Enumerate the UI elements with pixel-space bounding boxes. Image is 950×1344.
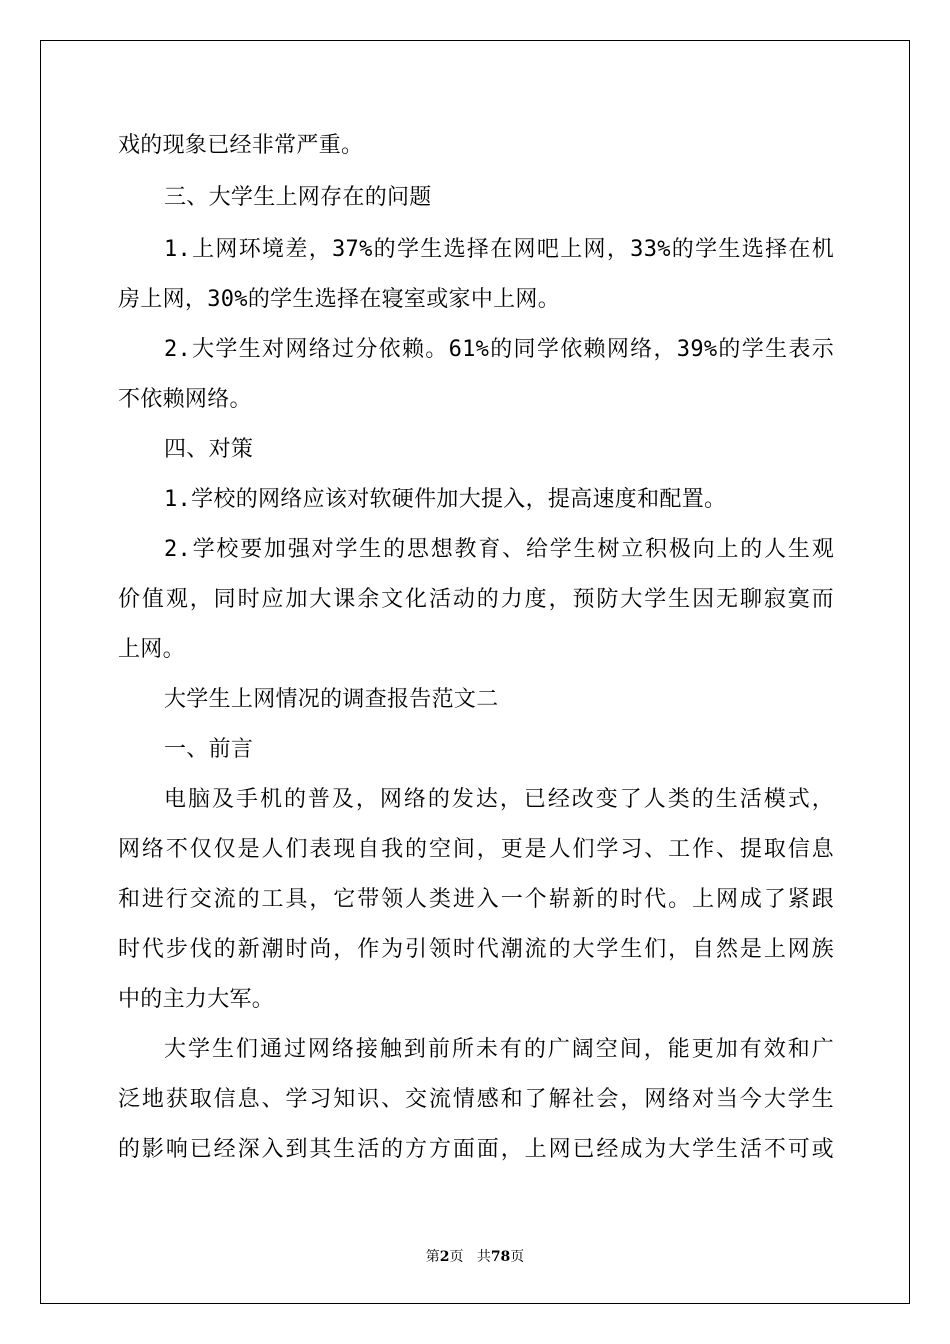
page-footer bbox=[0, 1247, 950, 1267]
text-line-11: 上网。 bbox=[118, 637, 185, 662]
page-suffix: 页 bbox=[449, 1249, 464, 1265]
text-line-14: 电脑及手机的普及，网络的发达，已经改变了人类的生活模式， bbox=[164, 787, 834, 812]
text-line-19: 大学生们通过网络接触到前所未有的广阔空间，能更加有效和广 bbox=[164, 1037, 834, 1062]
article-title: 大学生上网情况的调查报告范文二 bbox=[164, 687, 499, 712]
section-heading-3: 三、大学生上网存在的问题 bbox=[164, 185, 432, 210]
text-line-4: 房上网，30%的学生选择在寝室或家中上网。 bbox=[118, 287, 561, 312]
text-line-8: 1.学校的网络应该对软硬件加大提入，提高速度和配置。 bbox=[164, 487, 727, 512]
text-line-16: 和进行交流的工具，它带领人类进入一个崭新的时代。上网成了紧跟 bbox=[118, 887, 834, 912]
page-number: 2 bbox=[439, 1249, 450, 1265]
text-line-9: 2.学校要加强对学生的思想教育、给学生树立积极向上的人生观 bbox=[164, 537, 834, 562]
page-prefix: 第 bbox=[425, 1249, 440, 1265]
text-line-1: 戏的现象已经非常严重。 bbox=[118, 133, 364, 158]
section-heading-4: 四、对策 bbox=[164, 437, 254, 462]
text-line-21: 的影响已经深入到其生活的方方面面，上网已经成为大学生活不可或 bbox=[118, 1137, 834, 1162]
text-line-17: 时代步伐的新潮时尚，作为引领时代潮流的大学生们，自然是上网族 bbox=[118, 937, 834, 962]
text-line-5: 2.大学生对网络过分依赖。61%的同学依赖网络，39%的学生表示 bbox=[164, 337, 834, 362]
section-heading-1: 一、前言 bbox=[164, 737, 254, 762]
text-line-10: 价值观，同时应加大课余文化活动的力度，预防大学生因无聊寂寞而 bbox=[118, 587, 834, 612]
text-line-18: 中的主力大军。 bbox=[118, 987, 275, 1012]
total-prefix: 共 bbox=[476, 1249, 491, 1265]
total-pages: 78 bbox=[490, 1249, 511, 1265]
total-suffix: 页 bbox=[510, 1249, 525, 1265]
text-line-20: 泛地获取信息、学习知识、交流情感和了解社会，网络对当今大学生 bbox=[118, 1087, 834, 1112]
text-line-3: 1.上网环境差，37%的学生选择在网吧上网，33%的学生选择在机 bbox=[164, 237, 834, 262]
text-line-6: 不依赖网络。 bbox=[118, 387, 252, 412]
text-line-15: 网络不仅仅是人们表现自我的空间，更是人们学习、工作、提取信息 bbox=[118, 837, 834, 862]
